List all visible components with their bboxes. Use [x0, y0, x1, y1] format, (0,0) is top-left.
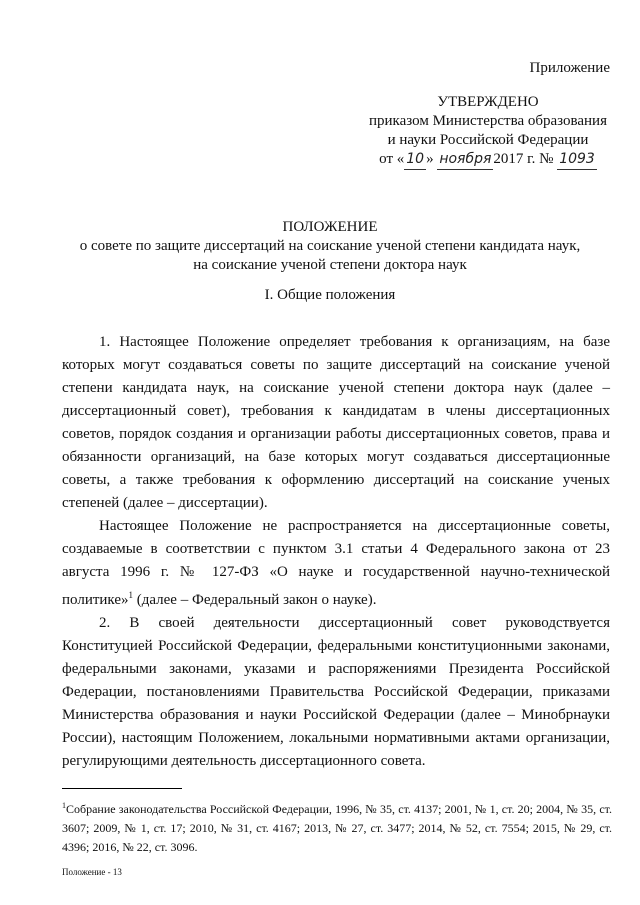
date-prefix: от «	[379, 151, 405, 167]
footnote-divider	[62, 788, 182, 789]
footnote-marker: 1	[62, 801, 66, 810]
paragraph-2	[62, 515, 610, 612]
footnote	[62, 796, 612, 857]
handwritten-month: ноября	[437, 150, 493, 170]
paragraph-2-text: Настоящее Положение не распространяется на диссертационные советы, создаваемые в соответствии с пунктом 3.1 статьи 4 Федерального закона от 23 августа 1996 г. № 127-ФЗ «О науке и государственной научно-технической политике»	[62, 518, 610, 608]
approval-date-line	[369, 150, 607, 170]
approval-heading: УТВЕРЖДЕНО	[437, 94, 539, 110]
paragraph-2-tail: (далее – Федеральный закон о науке).	[133, 592, 377, 608]
paragraph-1: 1. Настоящее Положение определяет требования к организациям, на базе которых могут создаваться советы по защите диссертаций на соискание ученой степени кандидата наук, на соискание ученой степени доктора наук (далее – диссертационный совет), требования к кандидатам в члены диссертационных советов, порядок создания и организации работы диссертационных советов, права и обязанности организаций, на базе которых могут создаваться диссертационные советы, а также требования к оформлению диссертаций на соискание ученых степеней (далее – диссертации).	[62, 334, 610, 511]
approval-block	[369, 93, 607, 170]
date-year: 2017 г. №	[493, 151, 554, 167]
title-line-2: на соискание ученой степени доктора наук	[193, 257, 467, 273]
title-line-1: о совете по защите диссертаций на соискание ученой степени кандидата наук,	[79, 238, 581, 254]
approval-line-1: приказом Министерства образования	[369, 113, 607, 129]
approval-line-2: и науки Российской Федерации	[387, 132, 589, 148]
footnote-reference: 1	[128, 590, 133, 600]
date-day-close: »	[426, 151, 438, 167]
handwritten-order-number: 1093	[557, 150, 597, 170]
appendix-label: Приложение	[529, 60, 610, 76]
paragraph-3: 2. В своей деятельности диссертационный совет руководствуется Конституцией Российской Федерации, федеральными конституционными законами, федеральными законами, указами и распоряжениями Президента Российской Федерации, постановлениями Правительства Российской Федерации, приказами Министерства образования и науки Российской Федерации (далее – Минобрнауки России), настоящим Положением, локальными нормативными актами организации, регулирующими деятельность диссертационного совета.	[62, 615, 610, 769]
handwritten-day: 10	[404, 150, 426, 170]
page-footer: Положение - 13	[62, 867, 122, 877]
title-heading: ПОЛОЖЕНИЕ	[282, 219, 378, 235]
document-body	[62, 331, 610, 773]
footnote-text: Собрание законодательства Российской Федерации, 1996, № 35, ст. 4137; 2001, № 1, ст. 20; 2004, № 35, ст. 3607; 2009, № 1, ст. 17; 2010, № 31, ст. 4167; 2013, № 27, ст. 3477; 2014, № 52, ст. 7554; 2015, № 29, ст. 4396; 2016, № 22, ст. 3096.	[62, 802, 612, 854]
section-heading: I. Общие положения	[264, 287, 396, 303]
document-title	[40, 218, 620, 275]
